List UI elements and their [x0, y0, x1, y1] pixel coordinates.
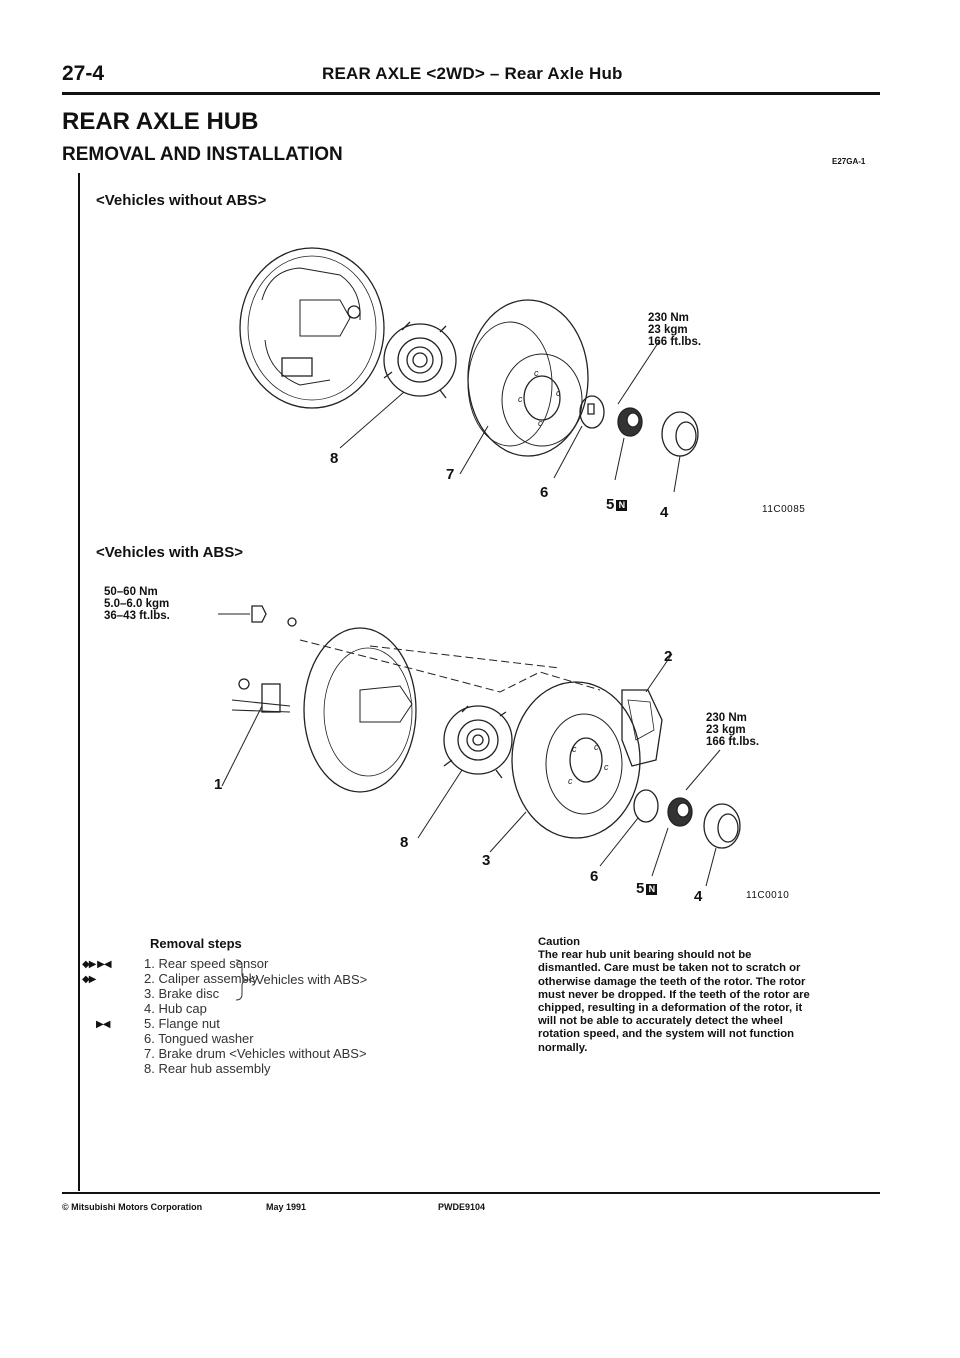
- callout-8: 8: [330, 450, 339, 467]
- page-title: REAR AXLE HUB: [62, 108, 259, 135]
- rear-hub-outline: [444, 706, 512, 774]
- step1-symbols: ◆▶ ▶◀: [82, 959, 111, 970]
- header-rule: [62, 92, 880, 95]
- svg-text:c: c: [572, 744, 577, 754]
- caliper-outline: [622, 690, 662, 766]
- section-title: REAR AXLE <2WD> – Rear Axle Hub: [322, 64, 623, 83]
- rear-hub-outline: [384, 324, 456, 396]
- torque-line: 36–43 ft.lbs.: [104, 610, 170, 622]
- removal-step: 5. Flange nut: [144, 1016, 220, 1031]
- footer-date: May 1991: [266, 1202, 307, 1212]
- callout-6: 6: [590, 868, 599, 885]
- torque-line: 23 kgm: [706, 724, 746, 736]
- callout-2: 2: [664, 648, 673, 665]
- torque-line: 5.0–6.0 kgm: [104, 598, 170, 610]
- new-part-mark: N: [646, 884, 657, 895]
- svg-text:c: c: [556, 388, 561, 398]
- removal-step: 1. Rear speed sensor: [144, 956, 269, 971]
- tongued-washer-outline: [580, 396, 604, 428]
- torque-line: 230 Nm: [706, 712, 747, 724]
- backing-plate-outline: [304, 628, 416, 792]
- footer-rule: [62, 1192, 880, 1194]
- footer-doc-id: PWDE9104: [438, 1202, 486, 1212]
- page-number: 27-4: [62, 62, 105, 85]
- hub-cap-outline: [662, 412, 698, 456]
- callout-5: [606, 496, 627, 513]
- torque-line: 230 Nm: [648, 312, 689, 324]
- brake-disc-outline: [512, 682, 640, 838]
- figure2-id: 11C0010: [746, 890, 790, 901]
- step2-symbols: ◆▶: [82, 974, 96, 985]
- caution-heading: Caution: [538, 936, 581, 948]
- svg-text:c: c: [604, 762, 609, 772]
- callout-number: 5: [636, 880, 645, 897]
- removal-step: 6. Tongued washer: [144, 1031, 254, 1046]
- removal-step: 2. Caliper assembly: [144, 971, 259, 986]
- callout-4: 4: [694, 888, 703, 905]
- margin-rule: [78, 173, 80, 1191]
- page-subtitle: REMOVAL AND INSTALLATION: [62, 144, 343, 165]
- callout-1: 1: [214, 776, 223, 793]
- torque-line: 166 ft.lbs.: [706, 736, 760, 748]
- callout-6: 6: [540, 484, 549, 501]
- svg-text:c: c: [518, 394, 523, 404]
- new-part-mark: N: [616, 500, 627, 511]
- section-code: E27GA-1: [832, 157, 866, 166]
- tongued-washer-outline: [634, 790, 658, 822]
- torque-line: 23 kgm: [648, 324, 688, 336]
- caution-block: [538, 936, 812, 1055]
- svg-text:c: c: [538, 418, 543, 428]
- figure2-sensor-torque: [104, 586, 170, 622]
- removal-step: 4. Hub cap: [144, 1001, 207, 1016]
- hub-cap-outline: [704, 804, 740, 848]
- torque-line: 166 ft.lbs.: [648, 336, 702, 348]
- brace-label: <Vehicles with ABS>: [248, 972, 368, 987]
- removal-step: 7. Brake drum <Vehicles without ABS>: [144, 1046, 367, 1061]
- flange-nut-outline: [668, 798, 692, 826]
- torque-line: 50–60 Nm: [104, 586, 158, 598]
- callout-4: 4: [660, 504, 669, 521]
- svg-text:c: c: [594, 742, 599, 752]
- removal-step: 3. Brake disc: [144, 986, 220, 1001]
- figure1-heading: <Vehicles without ABS>: [96, 192, 267, 209]
- backing-plate-outline: [240, 248, 384, 408]
- callout-number: 5: [606, 496, 615, 513]
- brake-drum-outline: [468, 300, 588, 456]
- flange-nut-outline: [618, 408, 642, 436]
- figure1-id: 11C0085: [762, 504, 806, 515]
- figure2-heading: <Vehicles with ABS>: [96, 544, 244, 561]
- callout-5: [636, 880, 657, 897]
- callout-7: 7: [446, 466, 455, 483]
- svg-text:c: c: [534, 368, 539, 378]
- caution-text: The rear hub unit bearing should not be dismantled. Care must be taken not to scratch or otherwise damage the teeth of the rotor. The rotor must never be dropped. If the teeth of the rotor are chipped, resulting in a deformation of the rotor, it will not be able to accurately detect the wheel rotation speed, and the system will not function normally.: [538, 949, 810, 1054]
- svg-text:c: c: [568, 776, 573, 786]
- callout-3: 3: [482, 852, 491, 869]
- removal-steps-heading: Removal steps: [150, 936, 242, 951]
- footer-copyright: © Mitsubishi Motors Corporation: [62, 1202, 203, 1212]
- removal-step: 8. Rear hub assembly: [144, 1061, 271, 1076]
- callout-8: 8: [400, 834, 409, 851]
- step5-symbols: ▶◀: [96, 1019, 110, 1030]
- figure2-nut-torque: [706, 712, 759, 748]
- figure1-torque: [648, 312, 701, 348]
